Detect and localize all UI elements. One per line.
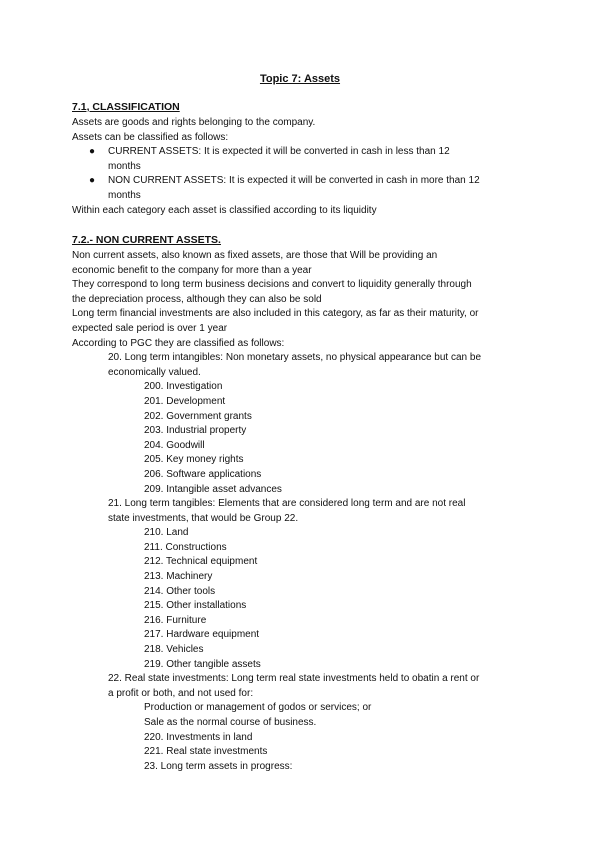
account-item: 210. Land [144,527,189,539]
text-line: economic benefit to the company for more than a year [72,264,312,276]
account-item: 202. Government grants [144,410,252,422]
account-item: 219. Other tangible assets [144,658,261,670]
account-item: 215. Other installations [144,600,247,612]
text-line: They correspond to long term business decisions and convert to liquidity generally through [72,279,472,291]
text-line: Within each category each asset is classified according to its liquidity [72,204,377,216]
section-1-body [72,116,532,218]
account-item: Production or management of godos or services; or [144,702,372,714]
group-20-title: 20. Long term intangibles: Non monetary assets, no physical appearance but can be [108,352,482,364]
account-item: 218. Vehicles [144,644,204,656]
account-item: Sale as the normal course of business. [144,717,317,728]
bullet-icon: ● [89,175,96,187]
account-item: 209. Intangible asset advances [144,483,282,495]
list-item [72,145,532,174]
section-2-body [72,249,532,774]
text-line: Assets can be classified as follows: [72,131,229,143]
account-item: 220. Investments in land [144,731,253,743]
account-item: 206. Software applications [144,468,262,480]
text-line: Non current assets, also known as fixed assets, are those that Will be providing an [72,250,438,261]
text-line: Long term financial investments are also included in this category, as far as their maturity, or [72,308,479,320]
list-item [72,174,532,203]
text-line: Assets are goods and rights belonging to the company. [72,117,316,128]
bullet-text-continued: months [108,160,141,172]
bullet-icon: ● [89,146,96,158]
account-item: 212. Technical equipment [144,556,258,568]
section-1-heading: 7.1, CLASSIFICATION [72,101,180,113]
group-21-title-continued: state investments, that would be Group 22. [108,512,299,524]
group-22-title: 22. Real state investments: Long term real state investments held to obatin a rent or [108,673,480,685]
account-item: 200. Investigation [144,381,223,393]
group-21-title: 21. Long term tangibles: Elements that are considered long term and are not real [108,498,466,510]
account-item: 221. Real state investments [144,746,268,758]
bullet-list [72,145,532,203]
group-20-title-continued: economically valued. [108,366,201,378]
account-item: 211. Constructions [144,541,227,553]
account-item: 214. Other tools [144,585,216,597]
bullet-text: NON CURRENT ASSETS: It is expected it will be converted in cash in more than 12 [108,175,480,187]
account-item: 204. Goodwill [144,439,205,451]
section-2-heading: 7.2.- NON CURRENT ASSETS. [72,234,221,246]
account-item: 203. Industrial property [144,425,247,437]
account-item: 23. Long term assets in progress: [144,760,293,772]
account-item: 201. Development [144,395,226,407]
page-title: Topic 7: Assets [259,73,341,85]
account-item: 205. Key money rights [144,454,244,466]
bullet-text-continued: months [108,189,141,201]
text-line: expected sale period is over 1 year [72,322,228,334]
text-line: According to PGC they are classified as follows: [72,337,285,349]
account-item: 216. Furniture [144,614,207,626]
account-item: 213. Machinery [144,571,213,583]
text-line: the depreciation process, although they can also be sold [72,293,322,305]
bullet-text: CURRENT ASSETS: It is expected it will be converted in cash in less than 12 [108,146,450,158]
group-22-title-continued: a profit or both, and not used for: [108,687,254,699]
account-item: 217. Hardware equipment [144,629,260,641]
